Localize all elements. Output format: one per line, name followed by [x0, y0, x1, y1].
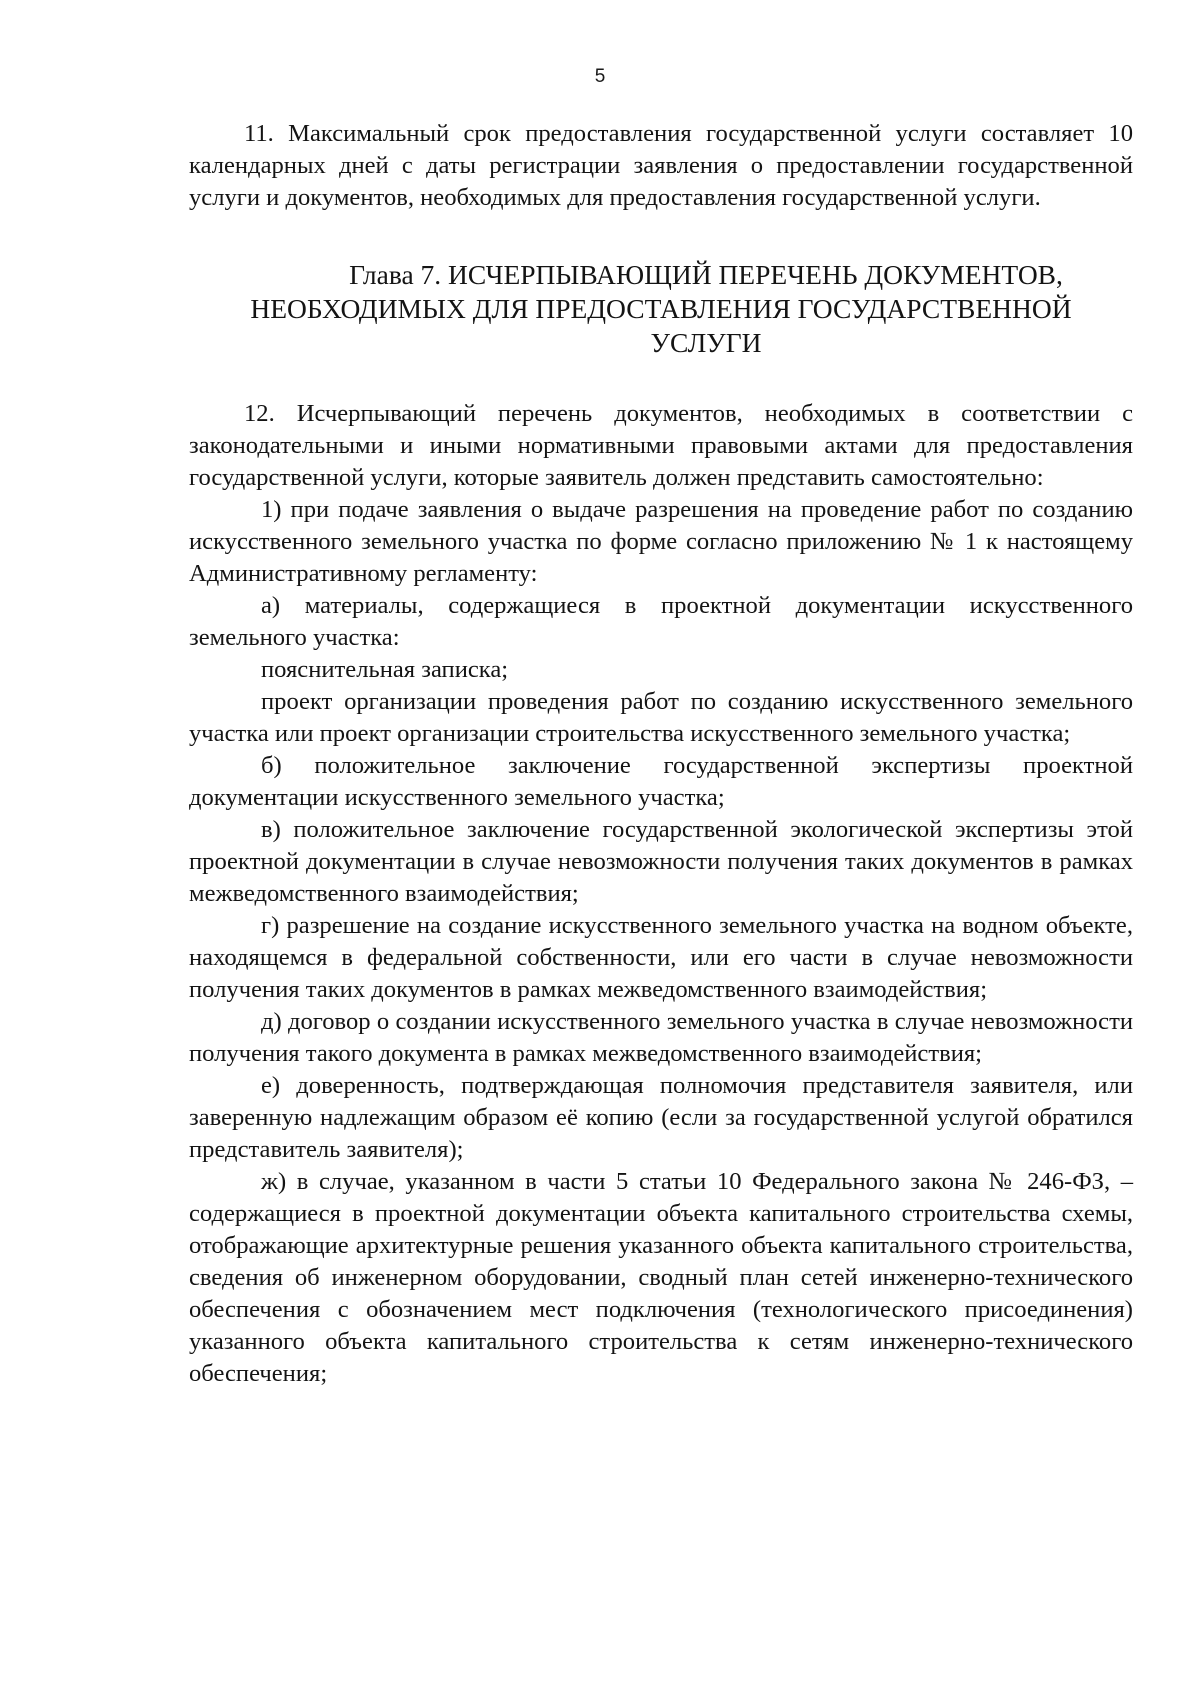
list-item-1: 1) при подаче заявления о выдаче разрешения на проведение работ по созданию искусственного земельного участка по форме согласно приложению № 1 к настоящему Административному регламенту:	[189, 496, 1133, 587]
list-item-explanatory-note: пояснительная записка;	[261, 656, 509, 683]
document-body	[189, 118, 1133, 1390]
list-item-e: е) доверенность, подтверждающая полномочия представителя заявителя, или заверенную надлежащим образом её копию (если за государственной услугой обратился представитель заявителя);	[189, 1072, 1133, 1163]
list-item-d: д) договор о создании искусственного земельного участка в случае невозможности получения такого документа в рамках межведомственного взаимодействия;	[189, 1008, 1133, 1067]
list-item-zh: ж) в случае, указанном в части 5 статьи 10 Федерального закона № 246-ФЗ, – содержащиеся в проектной документации объекта капитального строительства схемы, отображающие архитектурные решения указанного объекта капитального строительства, сведения об инженерном оборудовании, сводный план сетей инженерно-технического обеспечения с обозначением мест подключения (технологического присоединения) указанного объекта капитального строительства к сетям инженерно-технического обеспечения;	[189, 1168, 1133, 1387]
page-number: 5	[594, 66, 606, 87]
chapter-heading-line-1: Глава 7. ИСЧЕРПЫВАЮЩИЙ ПЕРЕЧЕНЬ ДОКУМЕНТОВ,	[349, 259, 1063, 290]
paragraph-11: 11. Максимальный срок предоставления государственной услуги составляет 10 календарных дней с даты регистрации заявления о предоставлении государственной услуги и документов, необходимых для предоставления государственной услуги.	[189, 120, 1133, 211]
paragraph-12: 12. Исчерпывающий перечень документов, необходимых в соответствии с законодательными и иными нормативными правовыми актами для предоставления государственной услуги, которые заявитель должен представить самостоятельно:	[189, 400, 1133, 491]
chapter-heading-line-2: НЕОБХОДИМЫХ ДЛЯ ПРЕДОСТАВЛЕНИЯ ГОСУДАРСТВЕННОЙ	[250, 293, 1072, 324]
list-item-work-organization-project: проект организации проведения работ по созданию искусственного земельного участка или проект организации строительства искусственного земельного участка;	[189, 688, 1133, 747]
chapter-heading-line-3: УСЛУГИ	[650, 327, 762, 358]
list-item-a: а) материалы, содержащиеся в проектной документации искусственного земельного участка:	[189, 592, 1133, 651]
list-item-v: в) положительное заключение государственной экологической экспертизы этой проектной документации в случае невозможности получения таких документов в рамках межведомственного взаимодействия;	[189, 816, 1133, 907]
chapter-heading	[189, 258, 1133, 360]
list-item-b: б) положительное заключение государственной экспертизы проектной документации искусственного земельного участка;	[189, 752, 1133, 811]
list-item-g: г) разрешение на создание искусственного земельного участка на водном объекте, находящемся в федеральной собственности, или его части в случае невозможности получения таких документов в рамках межведомственного взаимодействия;	[189, 912, 1133, 1003]
